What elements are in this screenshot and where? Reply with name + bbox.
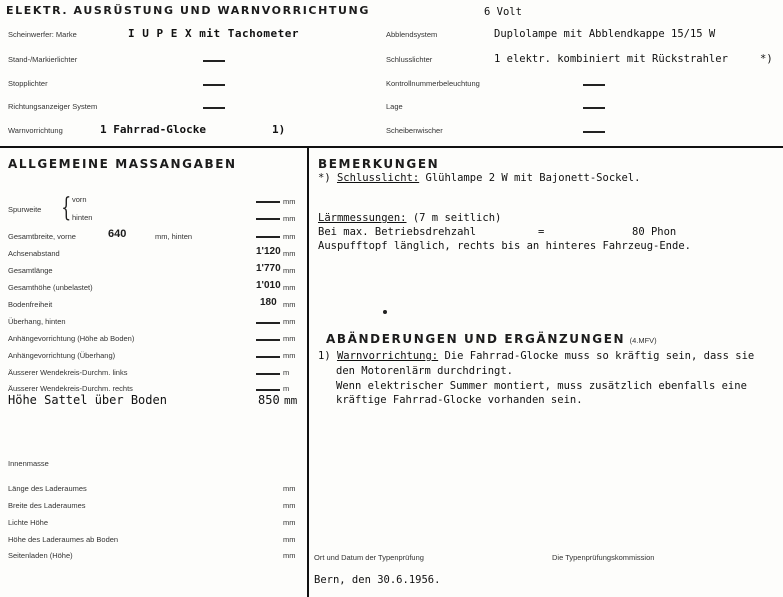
- innen-unit-hoehe-ab-boden: mm: [283, 535, 296, 544]
- empty-value-spurweite-vorn: [256, 201, 280, 203]
- abaenderung-item-line4: kräftige Fahrrad-Glocke vorhanden sein.: [336, 394, 583, 406]
- empty-value-kontrollnummer: [583, 84, 605, 86]
- empty-value-spurweite-hinten: [256, 218, 280, 220]
- row-label-wendekreis-links: Äusserer Wendekreis-Durchm. links: [8, 368, 128, 377]
- value-achsenabstand: 1'120: [256, 246, 281, 257]
- section-title-elektr: ELEKTR. AUSRÜSTUNG UND WARNVORRICHTUNG: [6, 4, 370, 17]
- spurweite-hinten-label: hinten: [72, 213, 93, 222]
- empty-value-lage: [583, 107, 605, 109]
- innen-unit-breite: mm: [283, 501, 296, 510]
- innen-label-breite: Breite des Laderaumes: [8, 501, 86, 510]
- empty-value-wendekreis-links: [256, 373, 280, 375]
- value-bodenfreiheit: 180: [260, 297, 277, 308]
- unit-spurweite-hinten: mm: [283, 214, 296, 223]
- row-label-ueberhang: Überhang, hinten: [8, 317, 66, 326]
- unit-gesamtlaenge: mm: [283, 266, 296, 275]
- empty-value-anhaenge-ueberhang: [256, 356, 280, 358]
- empty-value-standlichter: [203, 60, 225, 62]
- section-title-bemerkungen: BEMERKUNGEN: [318, 157, 440, 171]
- unit-bodenfreiheit: mm: [283, 300, 296, 309]
- innen-label-seitenladen: Seitenladen (Höhe): [8, 551, 73, 560]
- empty-value-gesamtbreite-hinten: [256, 236, 280, 238]
- abaenderung-item-number: 1): [318, 350, 331, 362]
- gesamtbreite-hinten-label: mm, hinten: [155, 232, 193, 241]
- field-value-scheinwerfer: I U P E X mit Tachometer: [128, 27, 299, 40]
- laermmessungen-line: [318, 212, 501, 224]
- column-divider: [307, 148, 309, 597]
- value-sattel: 850: [258, 393, 280, 407]
- unit-sattel: mm: [284, 394, 298, 407]
- section-title-abaenderungen: ABÄNDERUNGEN UND ERGÄNZUNGEN: [326, 332, 626, 346]
- empty-value-anhaenge-hoehe: [256, 339, 280, 341]
- field-label-stopplichter: Stopplichter: [8, 79, 48, 88]
- spurweite-label: Spurweite: [8, 205, 42, 214]
- value-gesamtlaenge: 1'770: [256, 263, 281, 274]
- abaenderung-item-line2: den Motorenlärm durchdringt.: [336, 365, 514, 377]
- field-label-kontrollnummer: Kontrollnummerbeleuchtung: [386, 79, 480, 88]
- abaenderungen-note: (4.MFV): [629, 336, 657, 345]
- bemerkung-schlusslicht-text: Glühlampe 2 W mit Bajonett-Sockel.: [419, 172, 641, 184]
- value-gesamthoehe: 1'010: [256, 280, 281, 291]
- field-label-abblendsystem: Abblendsystem: [386, 30, 438, 39]
- innen-unit-lichte-hoehe: mm: [283, 518, 296, 527]
- empty-value-ueberhang: [256, 322, 280, 324]
- section-divider: [0, 146, 783, 148]
- field-label-scheibenwischer: Scheibenwischer: [386, 126, 443, 135]
- row-label-gesamtbreite: Gesamtbreite, vorne: [8, 232, 76, 241]
- spurweite-vorn-label: vorn: [72, 195, 87, 204]
- row-label-sattel: Höhe Sattel über Boden: [8, 393, 167, 407]
- stray-dot: [383, 310, 387, 314]
- empty-value-richtungsanzeiger: [203, 107, 225, 109]
- footer-kommission-label: Die Typenprüfungskommission: [552, 553, 655, 562]
- laermmessungen-text: (7 m seitlich): [406, 212, 502, 224]
- row-label-anhaenge-ueberhang: Anhängevorrichtung (Überhang): [8, 351, 116, 360]
- row-label-wendekreis-rechts: Äusserer Wendekreis-Durchm. rechts: [8, 384, 133, 393]
- innen-unit-laenge: mm: [283, 484, 296, 493]
- bemerkung-star: *): [318, 172, 331, 184]
- abaenderung-item-line1: [318, 350, 754, 362]
- section-title-massangaben: ALLGEMEINE MASSANGABEN: [8, 157, 237, 171]
- field-label-schlusslichter: Schlusslichter: [386, 55, 433, 64]
- row-label-gesamthoehe: Gesamthöhe (unbelastet): [8, 283, 93, 292]
- unit-wendekreis-rechts: m: [283, 384, 290, 393]
- innen-unit-seitenladen: mm: [283, 551, 296, 560]
- innen-label-hoehe-ab-boden: Höhe des Laderaumes ab Boden: [8, 535, 119, 544]
- field-label-standlichter: Stand-/Markierlichter: [8, 55, 78, 64]
- bemerkung-schlusslicht-heading: Schlusslicht:: [336, 172, 420, 184]
- row-label-anhaenge-hoehe: Anhängevorrichtung (Höhe ab Boden): [8, 334, 135, 343]
- field-label-richtungsanzeiger: Richtungsanzeiger System: [8, 102, 98, 111]
- field-value-abblendsystem: Duplolampe mit Abblendkappe 15/15 W: [494, 28, 716, 40]
- unit-gesamtbreite: mm: [283, 232, 296, 241]
- unit-gesamthoehe: mm: [283, 283, 296, 292]
- unit-achsenabstand: mm: [283, 249, 296, 258]
- field-value-warnvorrichtung: 1 Fahrrad-Glocke: [100, 123, 206, 136]
- abaenderungen-title-row: [326, 330, 657, 348]
- unit-wendekreis-links: m: [283, 368, 290, 377]
- laerm-row-eq: =: [538, 226, 545, 238]
- innen-label-laenge: Länge des Laderaumes: [8, 484, 87, 493]
- innen-label-lichte-hoehe: Lichte Höhe: [8, 518, 49, 527]
- empty-value-wendekreis-rechts: [256, 389, 280, 391]
- unit-anhaenge-ueberhang: mm: [283, 351, 296, 360]
- footnote-ref-star: *): [760, 53, 773, 65]
- laerm-row-value: 80 Phon: [632, 226, 677, 238]
- unit-spurweite-vorn: mm: [283, 197, 296, 206]
- unit-anhaenge-hoehe: mm: [283, 334, 296, 343]
- row-label-gesamtlaenge: Gesamtlänge: [8, 266, 53, 275]
- bemerkung-schlusslicht: [318, 172, 640, 184]
- field-label-warnvorrichtung: Warnvorrichtung: [8, 126, 63, 135]
- empty-value-scheibenwischer: [583, 131, 605, 133]
- spurweite-brace: {: [61, 193, 72, 223]
- footer-ort-value: Bern, den 30.6.1956.: [314, 574, 441, 586]
- innenmasse-title: Innenmasse: [8, 459, 49, 468]
- unit-ueberhang: mm: [283, 317, 296, 326]
- laermmessungen-heading: Lärmmessungen:: [318, 212, 407, 224]
- footnote-ref-1: 1): [272, 123, 286, 136]
- empty-value-stopplichter: [203, 84, 225, 86]
- row-label-bodenfreiheit: Bodenfreiheit: [8, 300, 53, 309]
- laerm-row-label: Bei max. Betriebsdrehzahl: [318, 226, 477, 238]
- voltage-value: 6 Volt: [484, 6, 522, 18]
- auspuff-text: Auspufftopf länglich, rechts bis an hinteres Fahrzeug-Ende.: [318, 240, 691, 252]
- abaenderung-item-line1-text: Die Fahrrad-Glocke muss so kräftig sein, dass sie: [438, 350, 755, 362]
- abaenderung-item-line3: Wenn elektrischer Summer montiert, muss zusätzlich ebenfalls eine: [336, 380, 747, 392]
- value-gesamtbreite-vorne: 640: [108, 228, 127, 240]
- field-label-lage: Lage: [386, 102, 403, 111]
- abaenderung-item-heading: Warnvorrichtung:: [336, 350, 439, 362]
- field-value-schlusslichter: 1 elektr. kombiniert mit Rückstrahler: [494, 53, 728, 65]
- row-label-achsenabstand: Achsenabstand: [8, 249, 60, 258]
- footer-ort-label: Ort und Datum der Typenprüfung: [314, 553, 424, 562]
- field-label-scheinwerfer: Scheinwerfer: Marke: [8, 30, 77, 39]
